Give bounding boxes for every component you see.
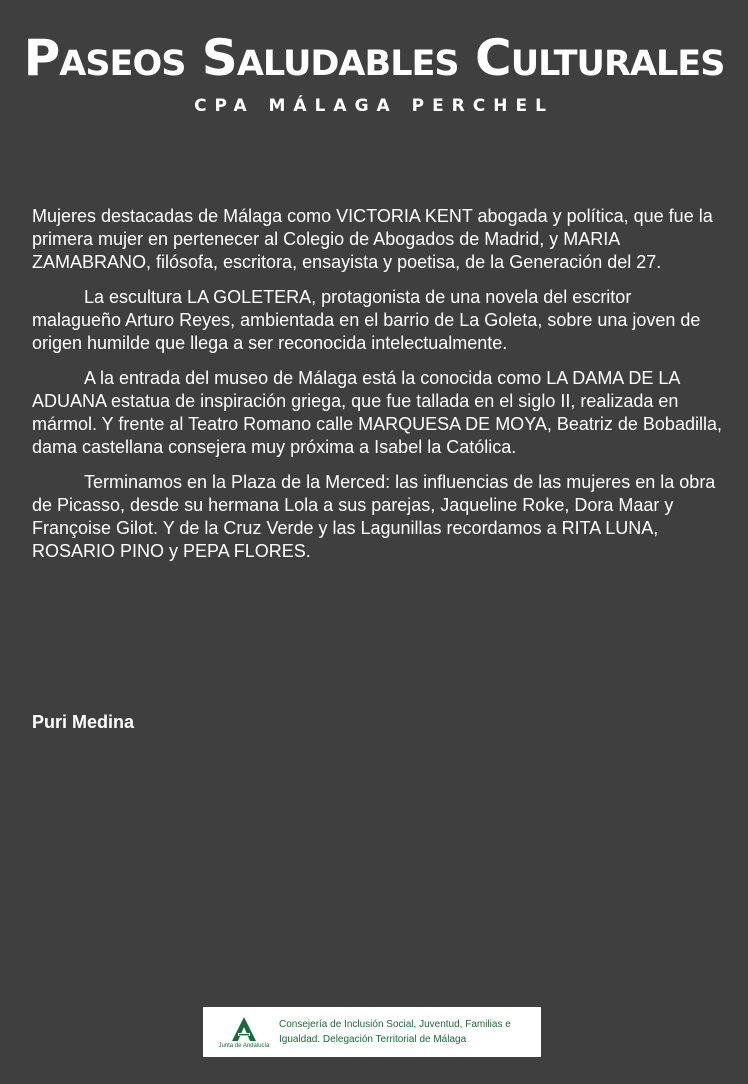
page-subtitle: CPA MÁLAGA PERCHEL <box>194 96 554 116</box>
paragraph-2: La escultura LA GOLETERA, protagonista de una novela del escritor malagueño Arturo Reyes, ambientada en el barrio de La Goleta, sobre una joven de origen humilde que llega a ser reconocida intelectualmente. <box>32 287 701 353</box>
logo-caption: Junta de Andalucía <box>218 1042 270 1049</box>
author-name: Puri Medina <box>32 712 135 732</box>
sponsor-line-2: Igualdad. Delegación Territorial de Málaga <box>279 1034 467 1045</box>
paragraph-1: Mujeres destacadas de Málaga como VICTORIA KENT abogada y política, que fue la primera mujer en pertenecer al Colegio de Abogados de Madrid, y MARIA ZAMABRANO, filósofa, escritora, ensayista y poetisa, de la Generación del 27. <box>32 206 713 272</box>
junta-de-andalucia-logo-icon <box>209 1010 279 1054</box>
page-title: Paseos Saludables Culturales <box>23 29 725 87</box>
sponsor-badge <box>203 1007 541 1057</box>
paragraph-4: Terminamos en la Plaza de la Merced: las influencias de las mujeres en la obra de Picasso, desde su hermana Lola a sus parejas, Jaqueline Roke, Dora Maar y Françoise Gilot. Y de la Cruz Verde y las Lagunillas recordamos a RITA LUNA, ROSARIO PINO y PEPA FLORES. <box>32 472 716 561</box>
article-body <box>32 205 722 575</box>
sponsor-line-1: Consejería de Inclusión Social, Juventud, Familias e <box>279 1019 511 1030</box>
paragraph-3: A la entrada del museo de Málaga está la conocida como LA DAMA DE LA ADUANA estatua de inspiración griega, que fue tallada en el siglo II, realizada en mármol. Y frente al Teatro Romano calle MARQUESA DE MOYA, Beatriz de Bobadilla, dama castellana consejera muy próxima a Isabel la Católica. <box>32 368 722 457</box>
logo-mark-icon <box>229 1016 259 1042</box>
sponsor-text <box>279 1017 511 1047</box>
